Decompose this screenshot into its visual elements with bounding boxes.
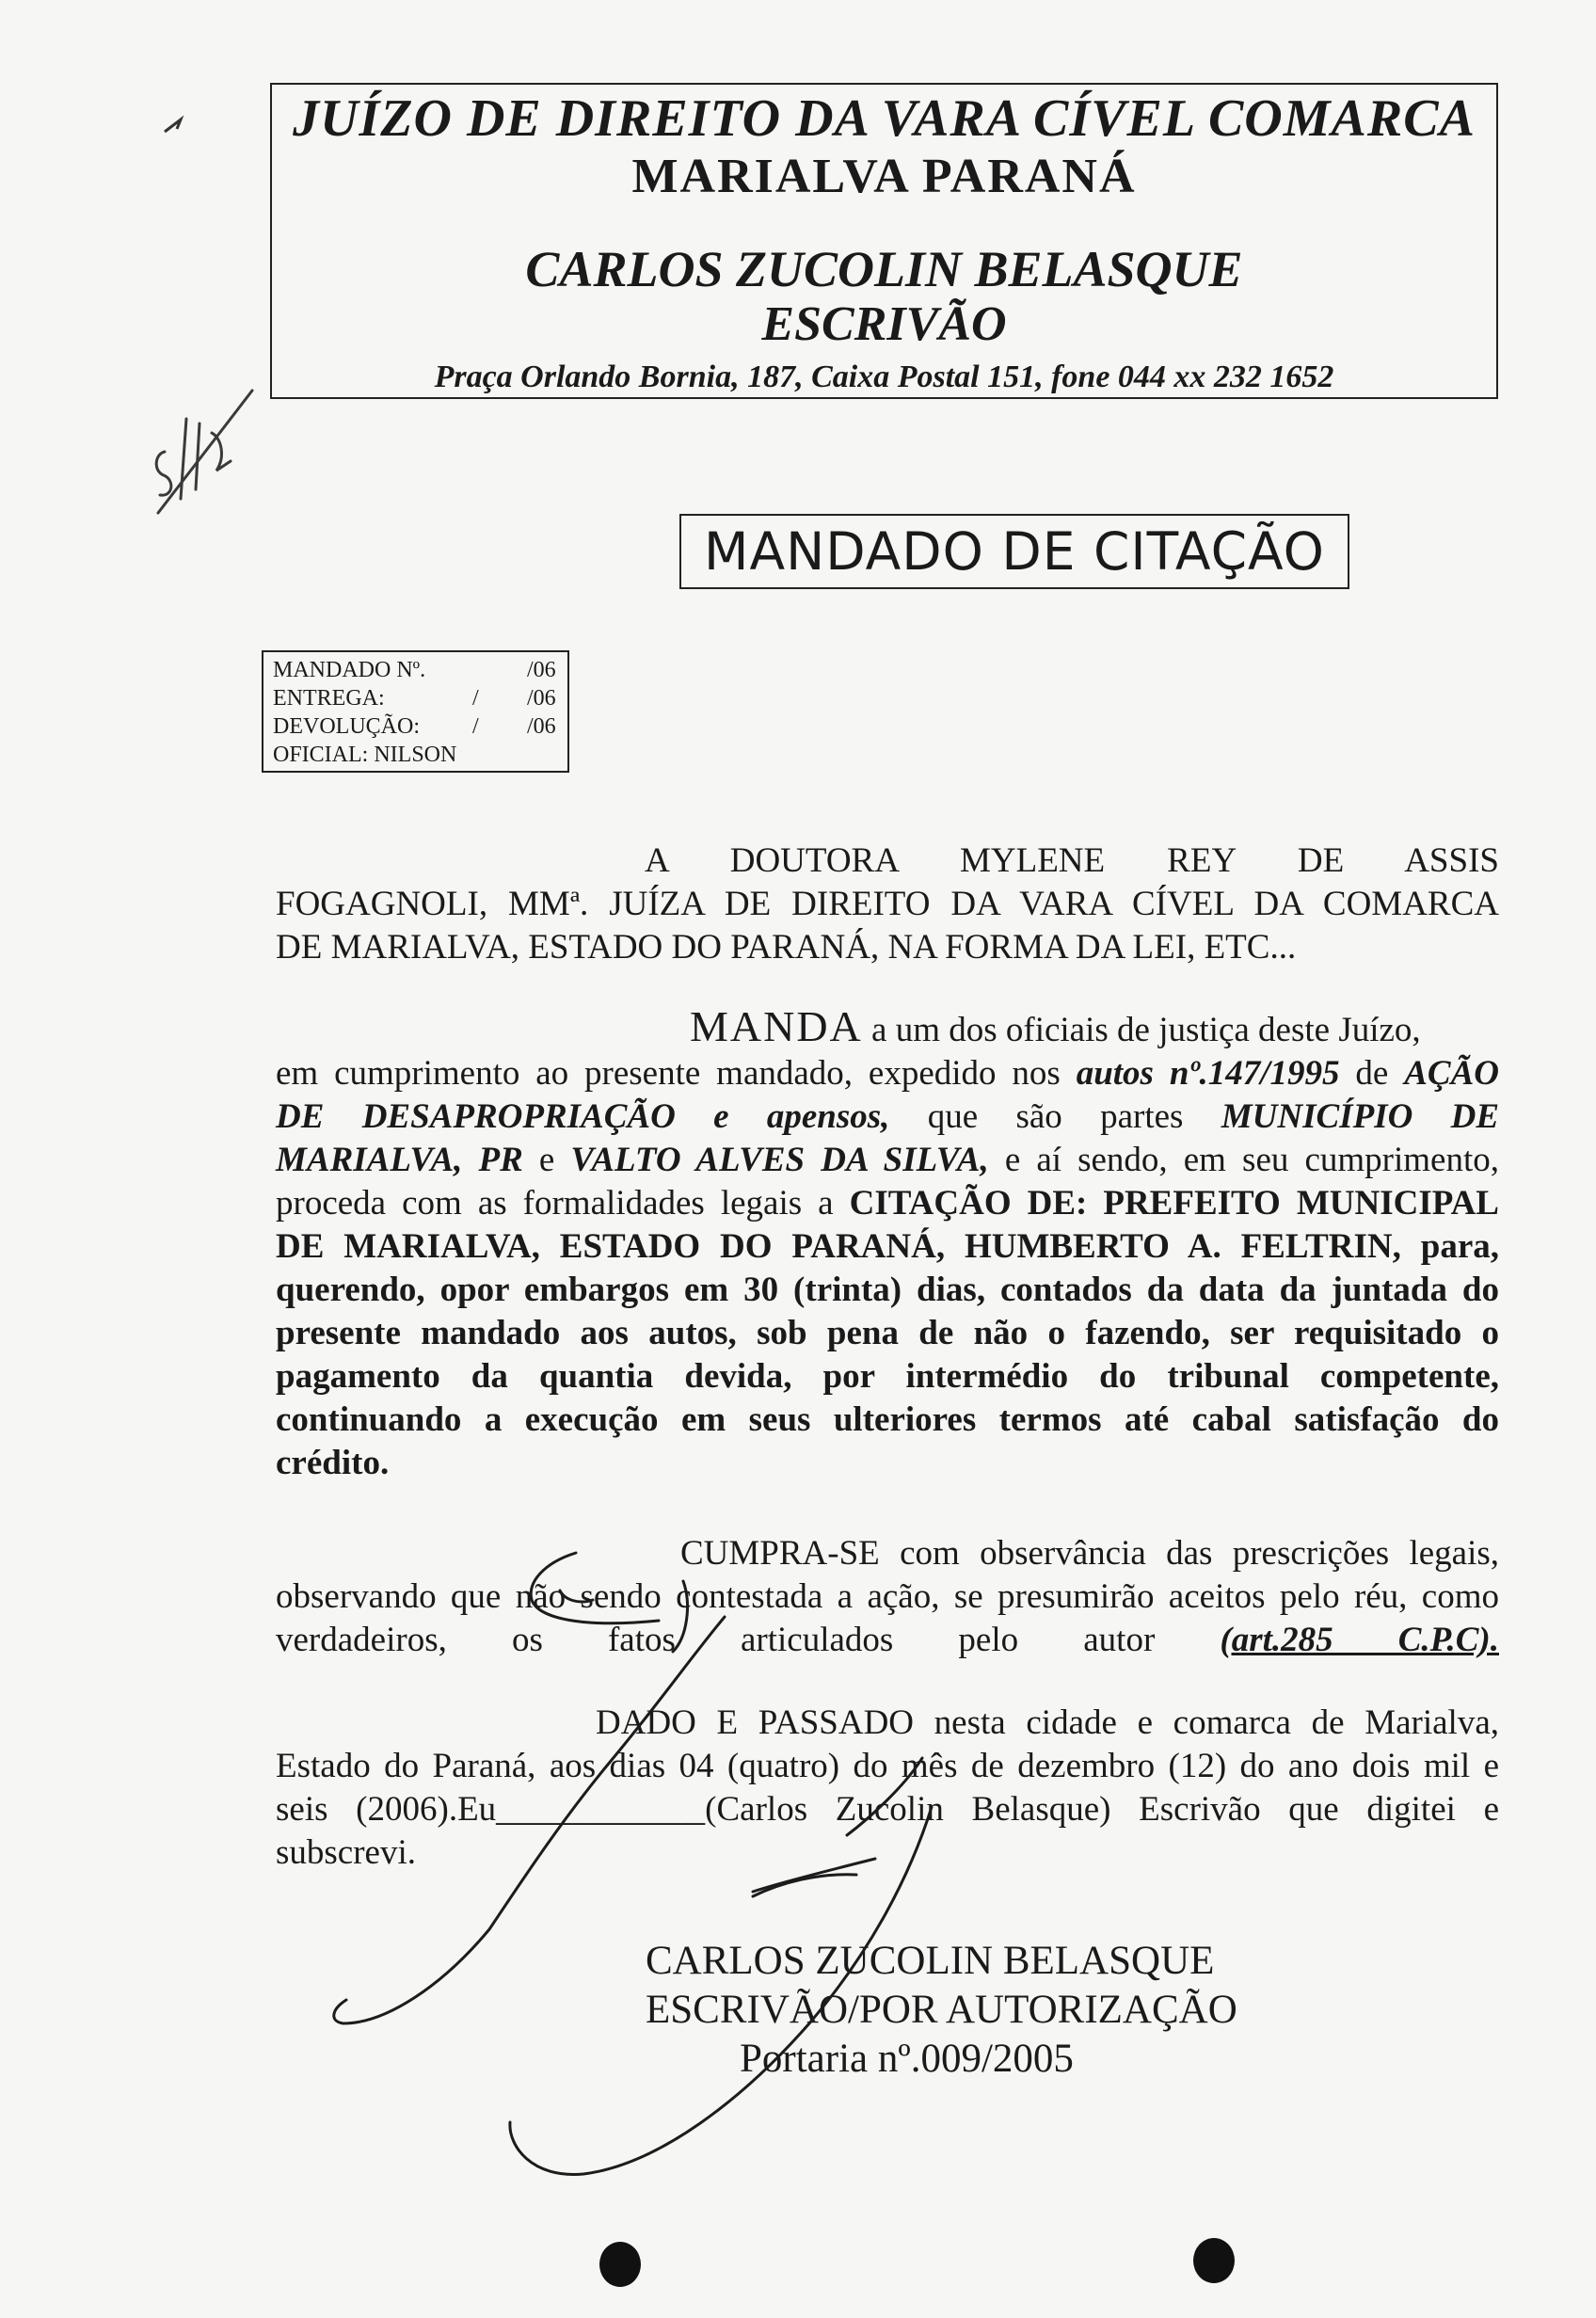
info-label: DEVOLUÇÃO:	[273, 714, 420, 739]
court-location-line: MARIALVA PARANÁ	[631, 150, 1137, 203]
order-line: pagamento da quantia devida, por intermédio do tribunal competente,	[276, 1357, 1499, 1396]
margin-note-mark	[141, 367, 254, 536]
court-name-line: JUÍZO DE DIREITO DA VARA CÍVEL COMARCA	[293, 89, 1476, 148]
info-separator: /	[472, 686, 479, 711]
party-name: MARIALVA, PR	[276, 1141, 523, 1179]
info-separator: /	[472, 714, 479, 739]
order-text: em cumprimento ao presente mandado, expedido nos	[276, 1054, 1077, 1093]
given-line: Estado do Paraná, aos dias 04 (quatro) do mês de dezembro (12) do ano dois mil e	[276, 1747, 1499, 1785]
party-name: MUNICÍPIO DE	[1221, 1097, 1499, 1136]
order-text: e	[522, 1141, 571, 1179]
order-line: crédito.	[276, 1444, 390, 1482]
document-title: MANDADO DE CITAÇÃO	[679, 514, 1349, 589]
given-line: seis (2006).Eu____________(Carlos Zucolin Belasque) Escrivão que digitei e	[276, 1790, 1499, 1829]
info-value: /06	[527, 714, 556, 739]
info-label: ENTREGA:	[273, 686, 385, 711]
order-text: a um dos oficiais de justiça deste Juízo,	[862, 1011, 1421, 1049]
party-name: VALTO ALVES DA SILVA,	[570, 1141, 989, 1179]
punch-hole-icon	[599, 2242, 641, 2287]
clerk-name: CARLOS ZUCOLIN BELASQUE	[525, 241, 1243, 297]
info-value: /06	[527, 658, 556, 682]
order-line: querendo, opor embargos em 30 (trinta) dias, contados da data da juntada do	[276, 1271, 1499, 1309]
legal-reference: (art.285 C.P.C).	[1220, 1621, 1499, 1659]
order-keyword: MANDA	[690, 1002, 863, 1050]
salutation-line: DE MARIALVA, ESTADO DO PARANÁ, NA FORMA DA LEI, ETC...	[276, 928, 1297, 967]
order-text: de	[1339, 1054, 1405, 1093]
comply-line: observando que não sendo contestada a ação, se presumirão aceitos pelo réu, como	[276, 1577, 1499, 1616]
order-line: DE MARIALVA, ESTADO DO PARANÁ, HUMBERTO A. FELTRIN, para,	[276, 1227, 1499, 1266]
action-type: DE DESAPROPRIAÇÃO e apensos,	[276, 1097, 890, 1136]
order-text: proceda com as formalidades legais a	[276, 1184, 850, 1223]
given-line: subscrevi.	[276, 1833, 416, 1872]
case-number: autos nº.147/1995	[1076, 1054, 1340, 1093]
citation-target: CITAÇÃO DE: PREFEITO MUNICIPAL	[849, 1184, 1499, 1223]
comply-line: CUMPRA-SE com observância das prescrições legais,	[680, 1534, 1499, 1573]
order-line: continuando a execução em seus ulteriores termos até cabal satisfação do	[276, 1400, 1499, 1439]
order-text: que são partes	[889, 1097, 1221, 1136]
info-label: OFICIAL: NILSON	[273, 743, 457, 767]
court-address: Praça Orlando Bornia, 187, Caixa Postal 151, fone 044 xx 232 1652	[434, 360, 1334, 394]
signer-name: CARLOS ZUCOLIN BELASQUE	[646, 1939, 1215, 1983]
corner-mark-icon	[160, 108, 198, 146]
salutation-line: FOGAGNOLI, MMª. JUÍZA DE DIREITO DA VARA CÍVEL DA COMARCA	[276, 885, 1499, 923]
given-line: DADO E PASSADO nesta cidade e comarca de Marialva,	[596, 1703, 1499, 1742]
salutation-line: A DOUTORA MYLENE REY DE ASSIS	[645, 841, 1499, 880]
action-type: AÇÃO	[1404, 1054, 1499, 1093]
order-line: presente mandado aos autos, sob pena de não o fazendo, ser requisitado o	[276, 1314, 1499, 1352]
info-label: MANDADO Nº.	[273, 658, 426, 682]
signer-ordinance: Portaria nº.009/2005	[740, 2037, 1074, 2081]
signer-role: ESCRIVÃO/POR AUTORIZAÇÃO	[646, 1988, 1237, 2032]
comply-text: verdadeiros, os fatos articulados pelo autor	[276, 1621, 1221, 1659]
info-value: /06	[527, 686, 556, 711]
clerk-title: ESCRIVÃO	[761, 297, 1007, 351]
order-text: e aí sendo, em seu cumprimento,	[988, 1141, 1499, 1179]
punch-hole-icon	[1193, 2238, 1235, 2283]
